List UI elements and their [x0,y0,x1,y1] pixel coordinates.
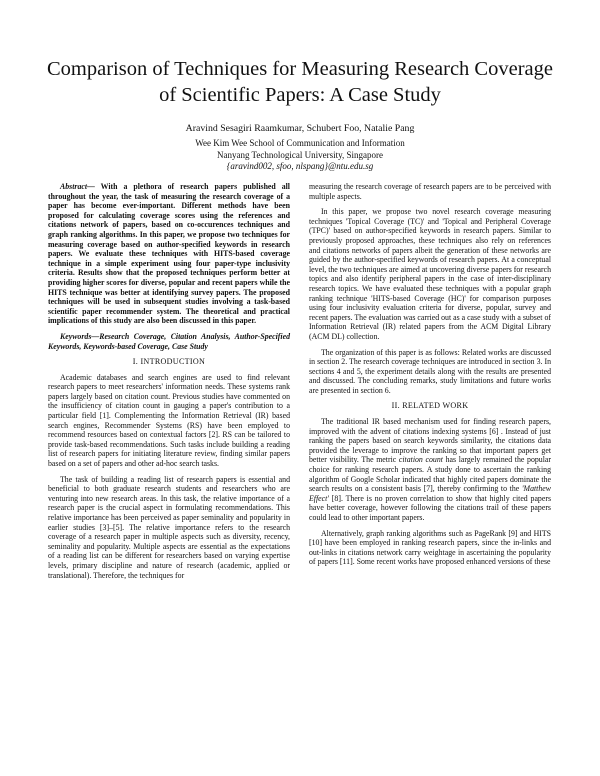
intro-paragraph-4: The organization of this paper is as follows: Related works are discussed in section 2. The research coverage techniques are introduced in section 3. In sections 4 and 5, the experiment details along with the results are presented and discussed. The concluding remarks, study limitations and future works are presented in section 6. [309,347,551,395]
intro-paragraph-1: Academic databases and search engines are used to find relevant research papers to meet researchers' information needs. These systems rank papers largely based on citation count. Previous studies have commented on the insufficiency of citation count in gauging a paper's contribution to a particular field [1]. Complementing the Information Retrieval (IR) based search engines, Recommender Systems (RS) have been employed to recommend resources based on contextual factors [2]. RS can be tailored to provide task-based recommendations. Such tasks include building a reading list of research papers for initiating literature review, finding similar papers based on a set of papers and other ad-hoc search tasks. [48,372,290,469]
affiliation-university: Nanyang Technological University, Singapore [216,149,384,160]
keywords: Keywords—Research Coverage, Citation Analysis, Author-Specified Keywords, Keywords-based Coverage, Case Study [48,331,290,351]
right-column [309,182,551,573]
affiliation-school: Wee Kim Wee School of Communication and Information [195,138,405,148]
related-text-b: has largely remained the popular choice for ranking research papers. A study done to ascertain the ranking algorithm of Google Scholar indicated that highly cited papers dominate the search results on a consistent basis [7], thereby confirming to the [309,455,551,494]
related-paragraph-2: Alternatively, graph ranking algorithms such as PageRank [9] and HITS [10] have been employed in ranking research papers, since the in-links and out-links in citations network carry weightage in ascertaining the popularity of papers [11]. Some recent works have proposed enhanced versions of these [309,528,551,567]
section-heading-introduction: I. INTRODUCTION [132,357,206,367]
citation-count-term: citation count [398,455,443,465]
section-heading-related-work: II. RELATED WORK [391,401,469,411]
left-column [48,182,290,586]
intro-paragraph-2-continued: measuring the research coverage of research papers are to be perceived with multiple aspects. [309,182,551,201]
affiliation [40,138,560,173]
related-text-c: [8]. There is no proven correlation to show that highly cited papers have better coverage, however following the citations trail of these papers could lead to other important papers. [309,493,551,522]
intro-paragraph-3: In this paper, we propose two novel research coverage measuring techniques 'Topical Coverage (TC)' and 'Topical and Peripheral Coverage (TPC)' based on author-specified keywords in research papers. Similar to previously proposed approaches, these techniques also rely on references and citations networks of papers albeit the generation of these networks are guided by the author-specified keywords of research papers. At a conceptual level, the two techniques are aimed at uncovering diverse papers for research topics and also identify peripheral papers in the case of inter-disciplinary research topics. We have evaluated these techniques with a popular graph ranking technique 'HITS-based Coverage (HC)' for comparison purposes using four inclusivity evaluation criteria for diverse, popular, survey and recent papers. The evaluation was carried out as a case study with a subset of Information Retrieval (IR) related papers from the ACM Digital Library (ACM DL) collection. [309,207,551,341]
paper-title: Comparison of Techniques for Measuring Research Coverage of Scientific Papers: A Case Study [47,58,553,106]
abstract [48,182,290,326]
matthew-effect-term: 'Matthew Effect' [309,484,551,503]
author-list: Aravind Sesagiri Raamkumar, Schubert Foo, Natalie Pang [185,123,415,134]
related-paragraph-1 [309,417,551,523]
related-text-a: The traditional IR based mechanism used for finding research papers, improved with the advent of citations indexing systems [6] . Instead of just ranking the papers based on search keywords similarity, the citations data provided the leverage to improve the ranking so that important papers get better visibility. The metric [309,417,551,465]
author-emails: {aravind002, sfoo, nlspang}@ntu.edu.sg [226,161,374,172]
abstract-text: With a plethora of research papers published all throughout the year, the task of measuring the research coverage of a paper has become ever-important. Different methods have been proposed for calculating coverage scores using the references and citations network of papers, based on co-occurences techniques and graph ranking algorithms. In this paper, we propose two techniques for measuring coverage based on author-specified keywords in research papers. We evaluate these techniques with HITS-based coverage technique in a simple experiment using four paper-type inclusivity criteria. Results show that the proposed techniques perform better at providing higher scores for diverse, popular and recent papers while the HITS technique was better at identifying survey papers. The proposed techniques will be used in subsequent studies involving a task-based scientific paper recommender system. The theoretical and practical implications of this study are also been discussed in this paper. [48,182,290,326]
abstract-label: Abstract— [60,182,95,191]
intro-paragraph-2: The task of building a reading list of research papers is essential and beneficial to both graduate research students and researchers who are venturing into new research areas. In this task, the relative importance of a research paper is the crucial aspect in formulating recommendations. This relative importance has been perceived as paper seminality and popularity in earlier studies [3]–[5]. The relative importance refers to the research coverage of a research paper in multiple aspects such as diversity, recency, seminality and popularity. Multiple aspects are essential as the expectations of a reading list can be different for researchers based on varying expertise levels, primary discipline and nature of research (academic, applied or translational). Therefore, the techniques for [48,474,290,580]
